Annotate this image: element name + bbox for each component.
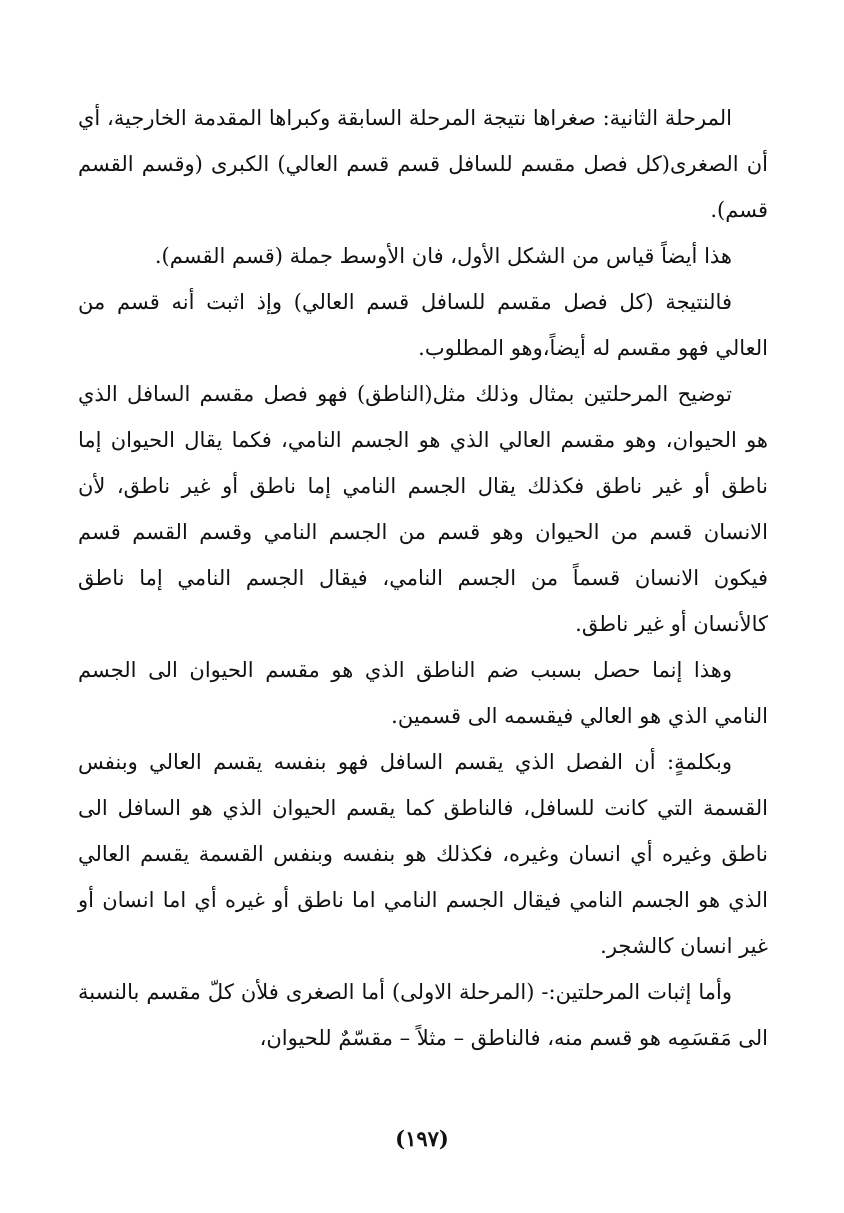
page-number: (١٩٧)	[395, 1126, 449, 1151]
paragraph-example: توضيح المرحلتين بمثال وذلك مثل(الناطق) فهو فصل مقسم السافل الذي هو الحيوان، وهو مقسم العالي الذي هو الجسم النامي، فكما يقال الحيوان إما ناطق أو غير ناطق فكذلك يقال الجسم النامي إما ناطق أو غير ناطق، لأن الانسان قسم من الحيوان وهو قسم من الجسم النامي وقسم القسم قسم فيكون الانسان قسماً من الجسم النامي، فيقال الجسم النامي إما ناطق كالأنسان أو غير ناطق.	[78, 382, 768, 636]
paragraph-proof: وأما إثبات المرحلتين:- (المرحلة الاولى) أما الصغرى فلأن كلّ مقسم بالنسبة الى مَقسَمِه هو قسم منه، فالناطق – مثلاً – مقسّمٌ للحيوان،	[78, 980, 768, 1050]
paragraph-result: فالنتيجة (كل فصل مقسم للسافل قسم العالي) وإذ اثبت أنه قسم من العالي فهو مقسم له أيضاً،وهو المطلوب.	[78, 290, 768, 360]
paragraph-first-figure: هذا أيضاً قياس من الشكل الأول، فان الأوسط جملة (قسم القسم).	[154, 244, 732, 268]
paragraph-summary: وبكلمةٍ: أن الفصل الذي يقسم السافل فهو بنفسه يقسم العالي وبنفس القسمة التي كانت للسافل، فالناطق كما يقسم الحيوان الذي هو السافل الى ناطق وغيره أي انسان وغيره، فكذلك هو بنفسه وبنفس القسمة يقسم العالي الذي هو الجسم النامي فيقال الجسم النامي اما ناطق أو غيره أي اما انسان أو غير انسان كالشجر.	[78, 750, 768, 958]
page-body	[78, 95, 768, 1061]
paragraph-reason: وهذا إنما حصل بسبب ضم الناطق الذي هو مقسم الحيوان الى الجسم النامي الذي هو العالي فيقسمه الى قسمين.	[78, 658, 768, 728]
paragraph-stage-two: المرحلة الثانية: صغراها نتيجة المرحلة السابقة وكبراها المقدمة الخارجية، أي أن الصغرى(كل فصل مقسم للسافل قسم قسم العالي) الكبرى (وقسم القسم قسم).	[78, 106, 768, 222]
